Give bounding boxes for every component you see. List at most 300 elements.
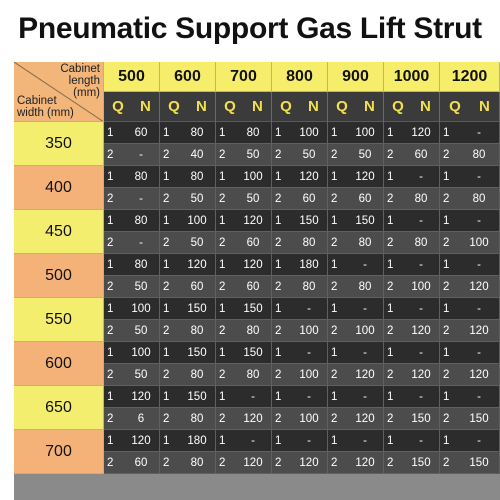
quantity-value: 1 [443, 214, 450, 227]
n-label: N [308, 98, 319, 115]
table-cell [104, 320, 160, 342]
force-value: 150 [187, 302, 207, 315]
force-value: 100 [411, 280, 431, 293]
quantity-value: 1 [163, 214, 170, 227]
page-title: Pneumatic Support Gas Lift Strut [18, 12, 482, 45]
force-value: 80 [246, 126, 260, 139]
quantity-value: 1 [331, 346, 338, 359]
table-cell [216, 430, 272, 452]
quantity-value: 2 [163, 456, 170, 469]
force-value: - [419, 434, 423, 447]
quantity-value: 2 [387, 368, 394, 381]
force-value: 120 [243, 258, 263, 271]
table-cell [216, 298, 272, 320]
force-value: - [477, 302, 481, 315]
table-cell [328, 452, 384, 474]
force-value: - [363, 346, 367, 359]
force-value: 100 [299, 412, 319, 425]
force-value: - [307, 434, 311, 447]
table-cell [216, 122, 272, 144]
force-value: 120 [469, 324, 489, 337]
table-cell [160, 298, 216, 320]
quantity-value: 1 [219, 302, 226, 315]
table-cell [160, 342, 216, 364]
table-cell [160, 408, 216, 430]
force-value: 80 [190, 368, 204, 381]
quantity-value: 2 [331, 456, 338, 469]
table-cell [440, 364, 500, 386]
force-value: 120 [243, 456, 263, 469]
table-cell [272, 452, 328, 474]
table-cell [328, 342, 384, 364]
table-cell [272, 188, 328, 210]
quantity-value: 2 [107, 280, 114, 293]
quantity-value: 2 [107, 148, 114, 161]
quantity-value: 1 [107, 390, 114, 403]
table-cell [328, 188, 384, 210]
force-value: 80 [246, 368, 260, 381]
cabinet-width-label: Cabinet width (mm) [17, 95, 74, 119]
table-cell [440, 320, 500, 342]
table-cell [384, 408, 440, 430]
table-cell [384, 320, 440, 342]
force-value: - [419, 258, 423, 271]
quantity-value: 1 [387, 258, 394, 271]
q-label: Q [392, 98, 404, 115]
quantity-value: 1 [275, 126, 282, 139]
force-value: 120 [299, 170, 319, 183]
quantity-value: 2 [107, 236, 114, 249]
table-cell [216, 144, 272, 166]
force-value: - [251, 434, 255, 447]
quantity-value: 2 [387, 456, 394, 469]
table-cell [160, 276, 216, 298]
force-value: 120 [469, 280, 489, 293]
force-value: 100 [131, 302, 151, 315]
force-value: 80 [414, 192, 428, 205]
quantity-value: 1 [331, 302, 338, 315]
table-cell [328, 254, 384, 276]
table-cell [104, 408, 160, 430]
quantity-value: 2 [331, 280, 338, 293]
quantity-value: 1 [219, 170, 226, 183]
force-value: 120 [411, 324, 431, 337]
quantity-value: 1 [107, 434, 114, 447]
quantity-value: 2 [387, 148, 394, 161]
quantity-value: 1 [331, 390, 338, 403]
table-cell [160, 452, 216, 474]
table-cell [104, 122, 160, 144]
quantity-value: 1 [331, 126, 338, 139]
q-n-subheader [440, 92, 500, 122]
quantity-value: 1 [107, 346, 114, 359]
force-value: - [477, 170, 481, 183]
quantity-value: 2 [219, 456, 226, 469]
force-value: - [419, 170, 423, 183]
force-value: 100 [469, 236, 489, 249]
table-cell [328, 320, 384, 342]
q-label: Q [168, 98, 180, 115]
cabinet-length-header: 1000 [384, 62, 440, 92]
n-label: N [364, 98, 375, 115]
table-cell [440, 232, 500, 254]
quantity-value: 2 [443, 324, 450, 337]
quantity-value: 2 [275, 324, 282, 337]
table-cell [440, 386, 500, 408]
quantity-value: 1 [219, 258, 226, 271]
table-cell [384, 188, 440, 210]
quantity-value: 1 [387, 346, 394, 359]
quantity-value: 2 [219, 236, 226, 249]
table-cell [104, 386, 160, 408]
force-value: - [139, 192, 143, 205]
table-cell [160, 254, 216, 276]
table-cell [160, 144, 216, 166]
table-cell [160, 320, 216, 342]
force-value: 6 [137, 412, 145, 425]
quantity-value: 2 [107, 368, 114, 381]
force-value: - [477, 214, 481, 227]
table-cell [104, 254, 160, 276]
force-value: 100 [355, 324, 375, 337]
quantity-value: 1 [443, 170, 450, 183]
table-cell [384, 452, 440, 474]
force-value: 150 [187, 390, 207, 403]
cabinet-width-label: 400 [14, 166, 104, 210]
q-n-subheader [272, 92, 328, 122]
cabinet-width-label: 600 [14, 342, 104, 386]
force-value: 150 [411, 456, 431, 469]
table-cell [216, 452, 272, 474]
q-n-subheader [328, 92, 384, 122]
force-value: - [307, 390, 311, 403]
quantity-value: 2 [275, 456, 282, 469]
table-cell [328, 144, 384, 166]
quantity-value: 1 [107, 258, 114, 271]
force-value: 120 [355, 412, 375, 425]
quantity-value: 1 [443, 126, 450, 139]
quantity-value: 1 [219, 434, 226, 447]
quantity-value: 1 [275, 390, 282, 403]
force-value: - [419, 346, 423, 359]
force-value: 60 [134, 456, 148, 469]
table-cell [440, 188, 500, 210]
quantity-value: 2 [387, 324, 394, 337]
n-label: N [479, 98, 490, 115]
quantity-value: 1 [387, 302, 394, 315]
force-value: 180 [187, 434, 207, 447]
force-value: 80 [134, 258, 148, 271]
quantity-value: 2 [107, 192, 114, 205]
force-value: 80 [472, 148, 486, 161]
cabinet-length-header: 1200 [440, 62, 500, 92]
table-cell [440, 122, 500, 144]
quantity-value: 2 [275, 280, 282, 293]
table-cell [104, 364, 160, 386]
table-cell [440, 254, 500, 276]
force-value: - [477, 434, 481, 447]
force-value: 80 [190, 126, 204, 139]
quantity-value: 2 [331, 192, 338, 205]
table-cell [160, 386, 216, 408]
table-cell [104, 188, 160, 210]
n-label: N [196, 98, 207, 115]
table-cell [440, 430, 500, 452]
force-value: 80 [302, 236, 316, 249]
quantity-value: 1 [219, 126, 226, 139]
table-cell [104, 430, 160, 452]
force-value: - [363, 390, 367, 403]
force-value: 120 [355, 456, 375, 469]
quantity-value: 2 [275, 412, 282, 425]
table-cell [272, 386, 328, 408]
quantity-value: 1 [443, 258, 450, 271]
quantity-value: 2 [443, 280, 450, 293]
table-cell [440, 276, 500, 298]
force-value: 150 [243, 346, 263, 359]
quantity-value: 2 [443, 236, 450, 249]
quantity-value: 2 [331, 368, 338, 381]
force-value: - [251, 390, 255, 403]
q-label: Q [224, 98, 236, 115]
table-cell [160, 232, 216, 254]
quantity-value: 1 [219, 214, 226, 227]
force-value: 50 [190, 192, 204, 205]
table-cell [104, 298, 160, 320]
force-value: - [477, 346, 481, 359]
table-cell [216, 386, 272, 408]
quantity-value: 1 [275, 434, 282, 447]
force-value: 60 [414, 148, 428, 161]
force-value: 150 [299, 214, 319, 227]
table-cell [216, 320, 272, 342]
force-value: 80 [190, 456, 204, 469]
table-cell [440, 144, 500, 166]
table-cell [104, 144, 160, 166]
force-value: 150 [243, 302, 263, 315]
q-label: Q [280, 98, 292, 115]
table-cell [384, 232, 440, 254]
quantity-value: 2 [331, 236, 338, 249]
quantity-value: 1 [443, 434, 450, 447]
cabinet-length-header: 500 [104, 62, 160, 92]
cabinet-width-label: 350 [14, 122, 104, 166]
quantity-value: 2 [219, 280, 226, 293]
quantity-value: 1 [275, 170, 282, 183]
q-label: Q [449, 98, 461, 115]
force-value: 60 [246, 236, 260, 249]
quantity-value: 1 [275, 258, 282, 271]
table-cell [384, 430, 440, 452]
table-cell [272, 342, 328, 364]
table-cell [216, 276, 272, 298]
table-cell [384, 166, 440, 188]
force-value: 120 [469, 368, 489, 381]
force-value: - [419, 302, 423, 315]
table-cell [216, 210, 272, 232]
table-cell [272, 276, 328, 298]
table-cell [440, 452, 500, 474]
table-cell [272, 210, 328, 232]
force-value: 100 [187, 214, 207, 227]
force-value: 100 [131, 346, 151, 359]
quantity-value: 1 [387, 214, 394, 227]
table-corner-header [14, 62, 104, 122]
force-value: 50 [302, 148, 316, 161]
quantity-value: 2 [387, 280, 394, 293]
table-cell [160, 188, 216, 210]
quantity-value: 1 [163, 170, 170, 183]
table-cell [272, 408, 328, 430]
force-value: 40 [190, 148, 204, 161]
quantity-value: 1 [219, 390, 226, 403]
force-value: 120 [243, 214, 263, 227]
table-cell [216, 408, 272, 430]
table-cell [440, 408, 500, 430]
quantity-value: 1 [387, 390, 394, 403]
force-value: - [363, 258, 367, 271]
force-value: - [419, 214, 423, 227]
table-cell [328, 276, 384, 298]
quantity-value: 1 [443, 390, 450, 403]
force-value: 80 [190, 170, 204, 183]
quantity-value: 1 [163, 390, 170, 403]
force-value: 50 [358, 148, 372, 161]
quantity-value: 1 [163, 302, 170, 315]
table-cell [160, 122, 216, 144]
table-cell [272, 298, 328, 320]
force-value: 120 [411, 126, 431, 139]
table-cell [104, 452, 160, 474]
gas-strut-spec-table [14, 62, 500, 500]
q-n-subheader [216, 92, 272, 122]
quantity-value: 2 [219, 368, 226, 381]
quantity-value: 2 [387, 192, 394, 205]
quantity-value: 2 [331, 148, 338, 161]
table-cell [160, 430, 216, 452]
table-cell [272, 320, 328, 342]
force-value: 60 [190, 280, 204, 293]
table-cell [216, 342, 272, 364]
table-cell [328, 166, 384, 188]
table-cell [272, 122, 328, 144]
force-value: 80 [358, 280, 372, 293]
quantity-value: 2 [219, 412, 226, 425]
force-value: - [363, 434, 367, 447]
force-value: 150 [411, 412, 431, 425]
quantity-value: 2 [219, 148, 226, 161]
table-cell [384, 342, 440, 364]
table-cell [104, 232, 160, 254]
quantity-value: 1 [107, 126, 114, 139]
quantity-value: 1 [331, 214, 338, 227]
force-value: 80 [302, 280, 316, 293]
quantity-value: 2 [219, 192, 226, 205]
table-cell [328, 232, 384, 254]
force-value: 50 [190, 236, 204, 249]
quantity-value: 1 [219, 346, 226, 359]
table-cell [272, 254, 328, 276]
n-label: N [140, 98, 151, 115]
table-cell [272, 166, 328, 188]
quantity-value: 1 [163, 258, 170, 271]
table-cell [384, 144, 440, 166]
table-cell [216, 188, 272, 210]
quantity-value: 2 [163, 368, 170, 381]
force-value: 50 [134, 280, 148, 293]
quantity-value: 2 [219, 324, 226, 337]
force-value: 80 [190, 412, 204, 425]
quantity-value: 1 [107, 214, 114, 227]
table-cell [272, 364, 328, 386]
quantity-value: 2 [163, 192, 170, 205]
force-value: - [139, 148, 143, 161]
quantity-value: 2 [163, 324, 170, 337]
force-value: 80 [190, 324, 204, 337]
table-cell [216, 364, 272, 386]
n-label: N [252, 98, 263, 115]
force-value: 150 [469, 456, 489, 469]
force-value: 80 [414, 236, 428, 249]
quantity-value: 1 [387, 170, 394, 183]
quantity-value: 1 [387, 126, 394, 139]
table-cell [384, 276, 440, 298]
table-cell [328, 386, 384, 408]
quantity-value: 2 [107, 324, 114, 337]
force-value: 50 [134, 324, 148, 337]
table-cell [328, 364, 384, 386]
force-value: 120 [355, 368, 375, 381]
quantity-value: 2 [275, 236, 282, 249]
table-cell [104, 210, 160, 232]
quantity-value: 1 [331, 434, 338, 447]
quantity-value: 1 [387, 434, 394, 447]
cabinet-width-label: 500 [14, 254, 104, 298]
quantity-value: 2 [163, 280, 170, 293]
n-label: N [420, 98, 431, 115]
force-value: 50 [134, 368, 148, 381]
quantity-value: 2 [443, 412, 450, 425]
force-value: 80 [134, 170, 148, 183]
quantity-value: 2 [107, 456, 114, 469]
cabinet-length-label: Cabinet length (mm) [60, 63, 100, 99]
force-value: 80 [134, 214, 148, 227]
force-value: 60 [358, 192, 372, 205]
quantity-value: 1 [331, 170, 338, 183]
quantity-value: 2 [443, 192, 450, 205]
table-cell [384, 210, 440, 232]
force-value: 80 [472, 192, 486, 205]
cabinet-width-label: 650 [14, 386, 104, 430]
cabinet-width-label: 450 [14, 210, 104, 254]
force-value: - [477, 390, 481, 403]
force-value: 120 [299, 456, 319, 469]
table-cell [384, 364, 440, 386]
force-value: 180 [299, 258, 319, 271]
quantity-value: 1 [443, 302, 450, 315]
quantity-value: 2 [163, 412, 170, 425]
force-value: 80 [246, 324, 260, 337]
table-cell [272, 144, 328, 166]
force-value: - [419, 390, 423, 403]
quantity-value: 2 [107, 412, 114, 425]
force-value: - [307, 302, 311, 315]
q-n-subheader [160, 92, 216, 122]
force-value: - [307, 346, 311, 359]
table-cell [440, 166, 500, 188]
table-cell [328, 210, 384, 232]
quantity-value: 1 [275, 214, 282, 227]
